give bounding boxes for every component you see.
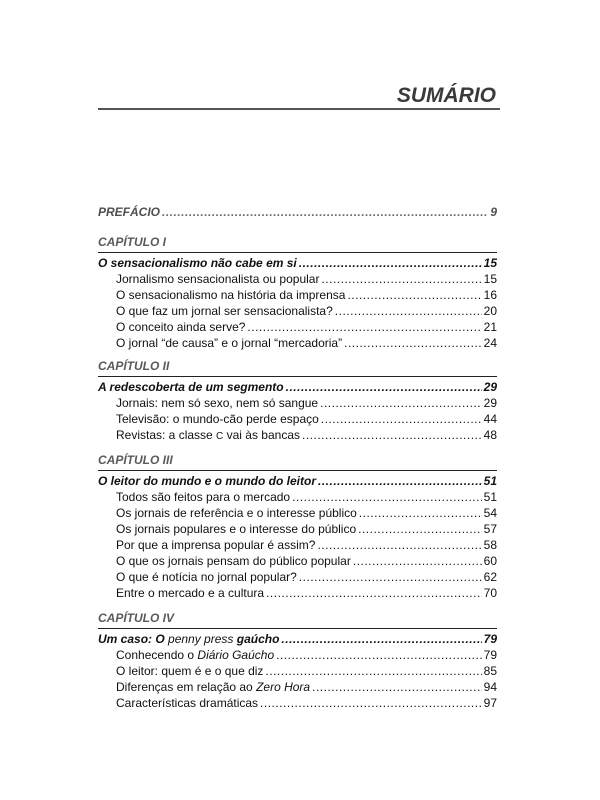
dot-leader: [265, 663, 481, 679]
dot-leader: [260, 695, 482, 711]
toc-entry-label: Jornalismo sensacionalista ou popular: [116, 272, 320, 286]
dot-leader: [353, 553, 482, 569]
title-rule: [98, 108, 500, 110]
chapter-label-4: CAPÍTULO IV: [98, 611, 175, 625]
toc-entry[interactable]: [98, 505, 497, 521]
toc-entry[interactable]: [98, 319, 497, 335]
dot-leader: [318, 473, 482, 489]
toc-entry[interactable]: [98, 663, 497, 679]
toc-page-number: 57: [483, 522, 497, 536]
toc-entry-label: O que os jornais pensam do público popular: [116, 554, 351, 568]
dot-leader: [312, 679, 482, 695]
toc-page-number: 48: [483, 428, 497, 442]
toc-chapter-title-1[interactable]: [98, 255, 497, 271]
dot-leader: [292, 489, 482, 505]
toc-chapter-title-3[interactable]: [98, 473, 497, 489]
dot-leader: [281, 631, 481, 647]
toc-chapter-title-4[interactable]: [98, 631, 497, 647]
toc-entry[interactable]: [98, 553, 497, 569]
toc-entry-label: Características dramáticas: [116, 696, 259, 710]
toc-page-number: 58: [483, 538, 497, 552]
dot-leader: [320, 395, 482, 411]
toc-entry[interactable]: [98, 335, 497, 351]
dot-leader: [321, 411, 482, 427]
chapter-divider: [98, 376, 497, 377]
dot-leader: [247, 319, 481, 335]
toc-page-number: 24: [483, 336, 497, 350]
toc-page-number: 62: [483, 570, 497, 584]
dot-leader: [344, 335, 482, 351]
dot-leader: [347, 287, 481, 303]
toc-entry[interactable]: [98, 679, 497, 695]
toc-page-number: 97: [483, 696, 497, 710]
dot-leader: [317, 537, 481, 553]
toc-page-number: 29: [483, 396, 497, 410]
toc-page-number: 51: [483, 490, 497, 504]
toc-page-number: 21: [483, 320, 497, 334]
toc-entry-label: A redescoberta de um segmento: [98, 380, 284, 394]
page-title: SUMÁRIO: [396, 84, 496, 107]
toc-entry[interactable]: [98, 271, 497, 287]
dot-leader: [266, 585, 482, 601]
toc-entry-label: O que é notícia no jornal popular?: [116, 570, 297, 584]
toc-page-number: 94: [483, 680, 497, 694]
toc-chapter-title-2[interactable]: [98, 379, 497, 395]
toc-entry[interactable]: [98, 537, 497, 553]
toc-entry[interactable]: [98, 287, 497, 303]
toc-entry-label: O sensacionalismo não cabe em si: [98, 256, 297, 270]
toc-entry-label: O leitor do mundo e o mundo do leitor: [98, 474, 316, 488]
toc-entry[interactable]: [98, 303, 497, 319]
dot-leader: [335, 303, 482, 319]
toc-page-number: 16: [483, 288, 497, 302]
toc-entry[interactable]: [98, 647, 497, 663]
toc-entry-label: O leitor: quem é e o que diz: [116, 664, 264, 678]
toc-entry-label: PREFÁCIO: [98, 205, 161, 219]
toc-entry-label: O que faz um jornal ser sensacionalista?: [116, 304, 333, 318]
toc-entry-label: Televisão: o mundo-cão perde espaço: [116, 412, 319, 426]
dot-leader: [321, 271, 481, 287]
toc-entry[interactable]: [98, 569, 497, 585]
toc-entry[interactable]: [98, 585, 497, 601]
dot-leader: [299, 569, 482, 585]
toc-entry-label: O sensacionalismo na história da imprensa: [116, 288, 346, 302]
toc-entry-label: Por que a imprensa popular é assim?: [116, 538, 316, 552]
toc-entry[interactable]: [98, 489, 497, 505]
toc-entry-label: Revistas: a classe C vai às bancas: [116, 428, 300, 442]
toc-page-number: 15: [483, 272, 497, 286]
toc-page-number: 20: [483, 304, 497, 318]
toc-entry-label: Os jornais de referência e o interesse público: [116, 506, 357, 520]
toc-entry-label: Jornais: nem só sexo, nem só sangue: [116, 396, 319, 410]
dot-leader: [299, 255, 482, 271]
toc-entry-label: Conhecendo o Diário Gaúcho: [116, 648, 275, 662]
toc-entry[interactable]: [98, 695, 497, 711]
dot-leader: [286, 379, 482, 395]
toc-entry[interactable]: [98, 521, 497, 537]
toc-page-number: 85: [483, 664, 497, 678]
toc-entry[interactable]: [98, 395, 497, 411]
toc-page-number: 54: [483, 506, 497, 520]
toc-entry[interactable]: [98, 427, 497, 443]
chapter-label-2: CAPÍTULO II: [98, 359, 170, 373]
table-of-contents: [98, 204, 497, 711]
toc-page-number: 44: [483, 412, 497, 426]
toc-entry-label: Os jornais populares e o interesse do público: [116, 522, 357, 536]
chapter-divider: [98, 252, 497, 253]
dot-leader: [358, 521, 482, 537]
dot-leader: [302, 427, 482, 443]
toc-page-number: 70: [483, 586, 497, 600]
dot-leader: [276, 647, 482, 663]
toc-page-number: 15: [483, 256, 497, 270]
chapter-divider: [98, 470, 497, 471]
toc-entry-label: Diferenças em relação ao Zero Hora: [116, 680, 311, 694]
toc-entry-prefacio[interactable]: [98, 204, 497, 220]
toc-page-number: 9: [490, 205, 497, 219]
dot-leader: [359, 505, 482, 521]
toc-entry-label: O conceito ainda serve?: [116, 320, 246, 334]
chapter-divider: [98, 628, 497, 629]
toc-page-number: 60: [483, 554, 497, 568]
toc-page-number: 79: [483, 632, 497, 646]
toc-entry[interactable]: [98, 411, 497, 427]
chapter-label-1: CAPÍTULO I: [98, 235, 166, 249]
dot-leader: [162, 204, 488, 220]
toc-entry-label: Um caso: O penny press gaúcho: [98, 632, 280, 646]
toc-entry-label: O jornal “de causa” e o jornal “mercadoria”: [116, 336, 343, 350]
toc-page-number: 79: [483, 648, 497, 662]
toc-page-number: 51: [483, 474, 497, 488]
chapter-label-3: CAPÍTULO III: [98, 453, 173, 467]
toc-entry-label: Entre o mercado e a cultura: [116, 586, 265, 600]
toc-page-number: 29: [483, 380, 497, 394]
toc-entry-label: Todos são feitos para o mercado: [116, 490, 291, 504]
